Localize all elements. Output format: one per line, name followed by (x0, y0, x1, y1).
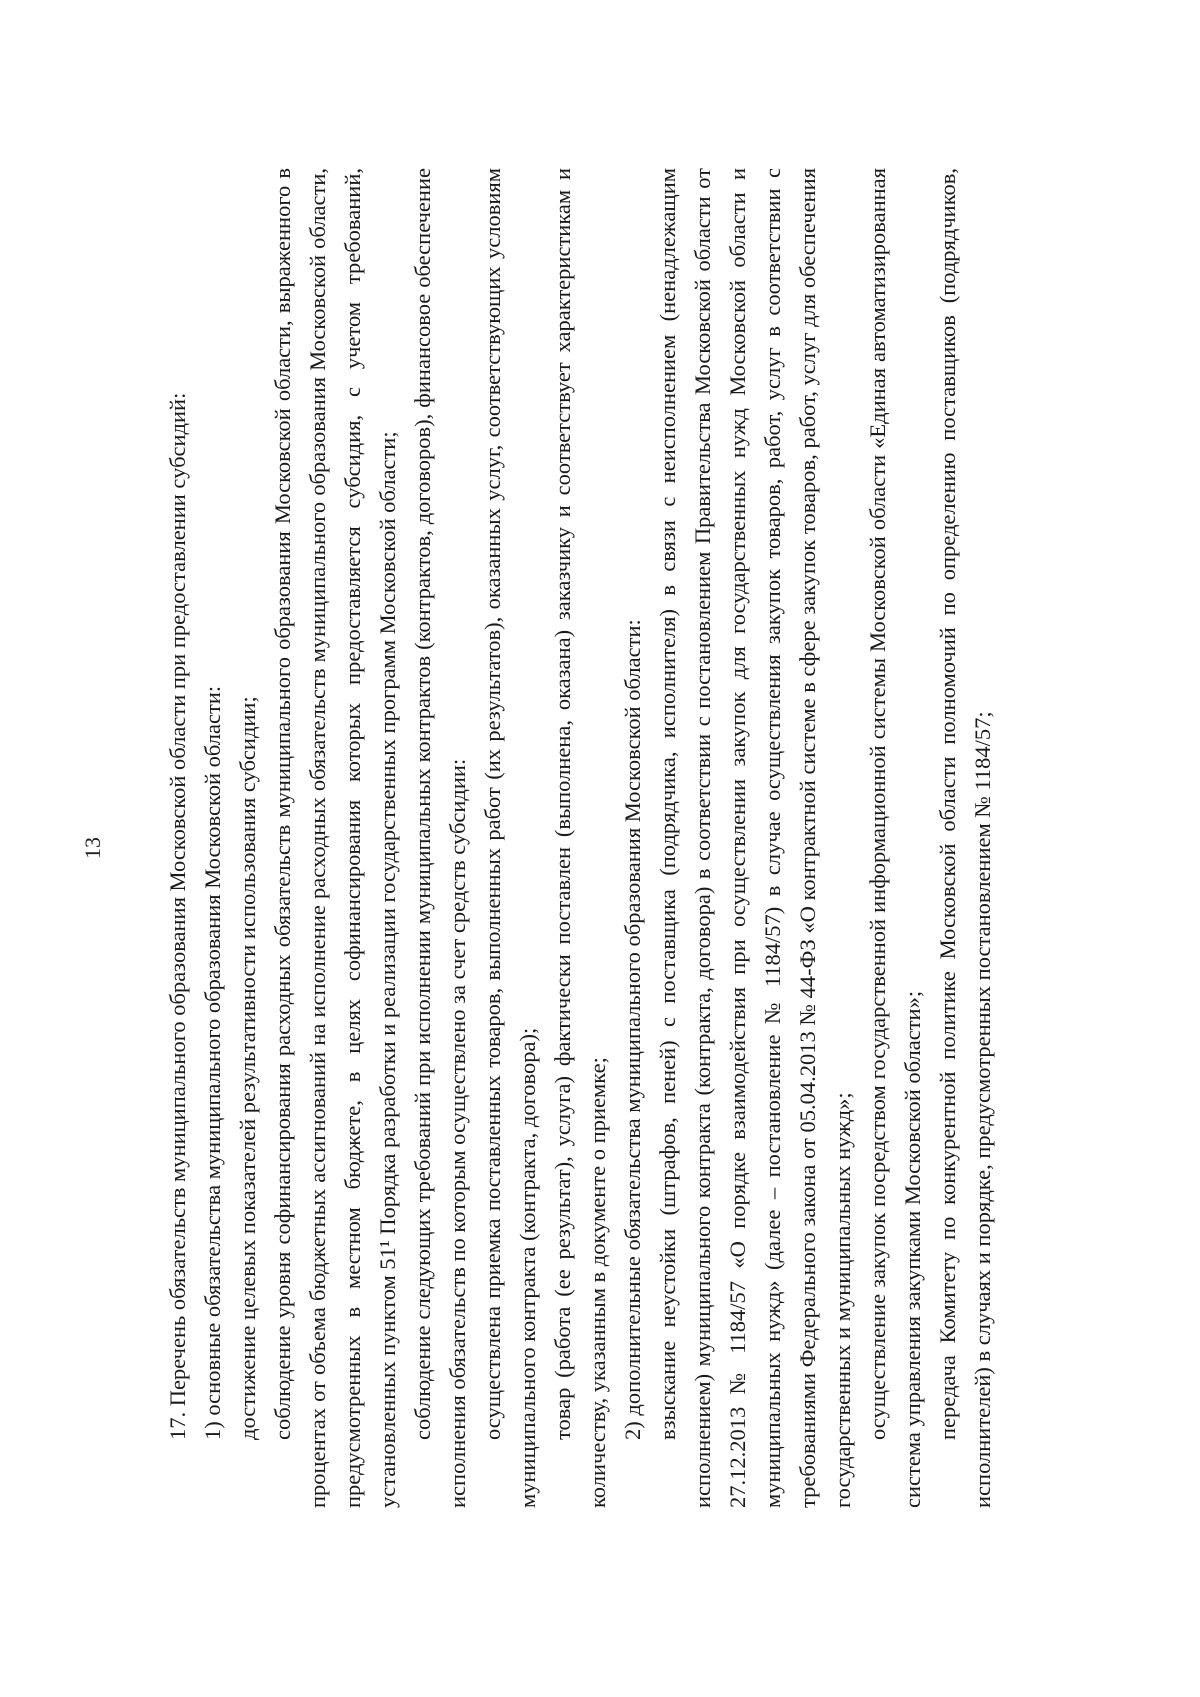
paragraph: взыскание неустойки (штрафов, пеней) с поставщика (подрядчика, исполнителя) в связи с неисполнением (ненадлежащим исполнением) муниципального контракта (контракта, договора) в соответствии с постановлением Правительства Московской области от 27.12.2013 № 1184/57 «О порядке взаимодействия при осуществлении закупок для государственных нужд Московской области и муниципальных нужд» (далее – постановление № 1184/57) в случае осуществления закупок товаров, работ, услуг в соответствии с требованиями Федерального закона от 05.04.2013 № 44-ФЗ «О контрактной системе в сфере закупок товаров, работ, услуг для обеспечения государственных и муниципальных нужд»; (655, 168, 855, 1508)
rotated-text-block (80, 128, 1120, 1568)
paragraph: товар (работа (ее результат), услуга) фактически поставлен (выполнена, оказана) заказчику и соответствует характеристикам и количеству, указанным в документе о приемке; (550, 168, 610, 1508)
paragraph: осуществлена приемка поставленных товаров, выполненных работ (их результатов), оказанных услуг, соответствующих условиям муниципального контракта (контракта, договора); (480, 168, 540, 1508)
paragraph: соблюдение уровня софинансирования расходных обязательств муниципального образования Московской области, выраженного в процентах от объема бюджетных ассигнований на исполнение расходных обязательств муниципального образования Московской области, предусмотренных в местном бюджете, в целях софинансирования которых предоставляется субсидия, с учетом требований, установленных пунктом 51¹ Порядка разработки и реализации государственных программ Московской области; (270, 168, 400, 1508)
paragraph: передача Комитету по конкурентной политике Московской области полномочий по определению поставщиков (подрядчиков, исполнителей) в случаях и порядке, предусмотренных постановлением № 1184/57; (935, 168, 995, 1508)
paragraph: соблюдение следующих требований при исполнении муниципальных контрактов (контрактов, договоров), финансовое обеспечение исполнения обязательств по которым осуществлено за счет средств субсидии: (410, 168, 470, 1508)
list-item: 1) основные обязательства муниципального образования Московской области: (200, 685, 225, 1440)
section-heading: 17. Перечень обязательств муниципального образования Московской области при предоставлении субсидий: (165, 392, 190, 1440)
document-body (160, 168, 1000, 1508)
paragraph: осуществление закупок посредством государственной информационной системы Московской области «Единая автоматизированная система управления закупками Московской области»; (865, 168, 925, 1508)
page-number: 13 (80, 837, 105, 859)
list-item: 2) дополнительные обязательства муниципального образования Московской области: (620, 619, 645, 1440)
paragraph: достижение целевых показателей результативности использования субсидии; (235, 696, 260, 1440)
